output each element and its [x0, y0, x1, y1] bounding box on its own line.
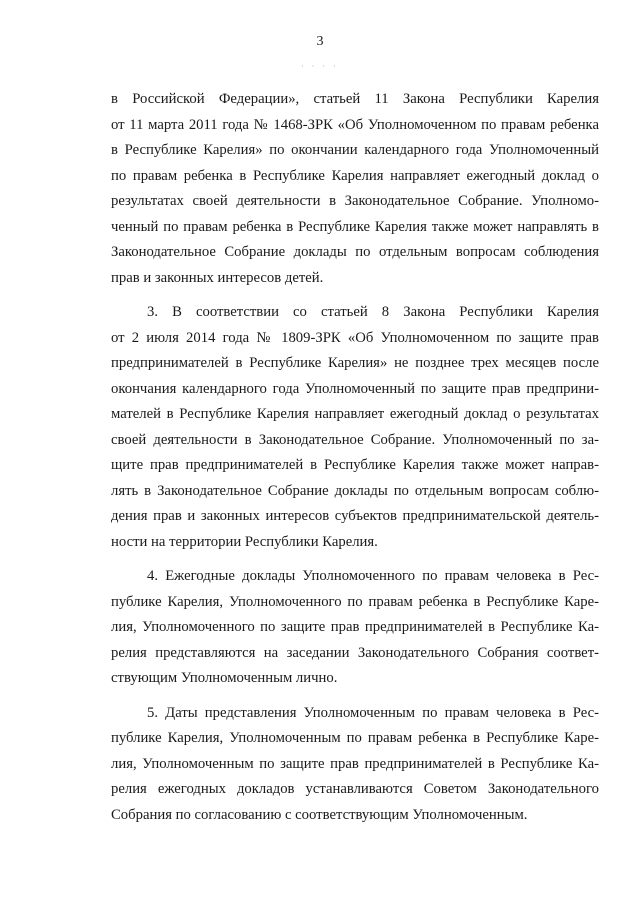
- text-line: ности на территории Республики Карелия.: [111, 533, 378, 550]
- document-body: [111, 87, 599, 828]
- text-line: от 11 марта 2011 года № 1468-ЗРК «Об Уполномоченном по правам ребенка: [111, 116, 599, 133]
- text-line: от 2 июля 2014 года № 1809-ЗРК «Об Уполномоченном по защите прав: [111, 329, 599, 346]
- text-line: окончания календарного года Уполномоченный по защите прав предприни-: [111, 380, 599, 397]
- page-number: 3: [316, 34, 324, 49]
- text-line: прав и законных интересов детей.: [111, 269, 324, 286]
- paragraph-5: [111, 701, 599, 829]
- text-line: по правам ребенка в Республике Карелия направляет ежегодный доклад о: [111, 167, 599, 184]
- text-line: релия ежегодных докладов устанавливаются Советом Законодательного: [111, 781, 599, 797]
- text-line: 4. Ежегодные доклады Уполномоченного по правам человека в Рес-: [147, 568, 599, 584]
- text-line: результатах своей деятельности в Законодательное Собрание. Уполномо-: [111, 193, 599, 209]
- text-line: щите прав предпринимателей в Республике Карелия также может направ-: [111, 457, 599, 473]
- text-line: 3. В соответствии со статьей 8 Закона Республики Карелия: [147, 304, 599, 320]
- text-line: предпринимателей в Республике Карелия» не позднее трех месяцев после: [111, 355, 599, 371]
- text-line: ствующим Уполномоченным лично.: [111, 670, 338, 686]
- text-line: лять в Законодательное Собрание доклады по отдельным вопросам соблю-: [111, 482, 599, 499]
- paragraph-4: [111, 564, 599, 692]
- text-line: лия, Уполномоченного по защите прав предпринимателей в Республике Ка-: [111, 619, 599, 635]
- text-line: дения прав и законных интересов субъектов предпринимательской деятель-: [111, 508, 599, 524]
- text-line: в Республике Карелия» по окончании календарного года Уполномоченный: [111, 142, 599, 158]
- text-line: публике Карелия, Уполномоченным по правам ребенка в Республике Каре-: [111, 730, 599, 746]
- text-line: 5. Даты представления Уполномоченным по правам человека в Рес-: [147, 704, 599, 721]
- text-line: мателей в Республике Карелия направляет ежегодный доклад о результатах: [111, 406, 599, 422]
- text-line: ченный по правам ребенка в Республике Карелия также может направлять в: [111, 218, 599, 235]
- text-line: публике Карелия, Уполномоченного по правам ребенка в Республике Каре-: [111, 593, 599, 610]
- text-line: Законодательное Собрание доклады по отдельным вопросам соблюдения: [111, 244, 599, 260]
- text-line: релия представляются на заседании Законодательного Собрания соответ-: [111, 644, 599, 661]
- text-line: своей деятельности в Законодательное Собрание. Уполномоченный по за-: [111, 431, 599, 448]
- text-line: лия, Уполномоченным по защите прав предпринимателей в Республике Ка-: [111, 755, 599, 772]
- scan-marks: · · · ·: [301, 62, 339, 71]
- paragraph-continuation: [111, 87, 599, 291]
- text-line: Собрания по согласованию с соответствующим Уполномоченным.: [111, 806, 528, 823]
- text-line: в Российской Федерации», статьей 11 Закона Республики Карелия: [111, 91, 599, 107]
- paragraph-3: [111, 300, 599, 555]
